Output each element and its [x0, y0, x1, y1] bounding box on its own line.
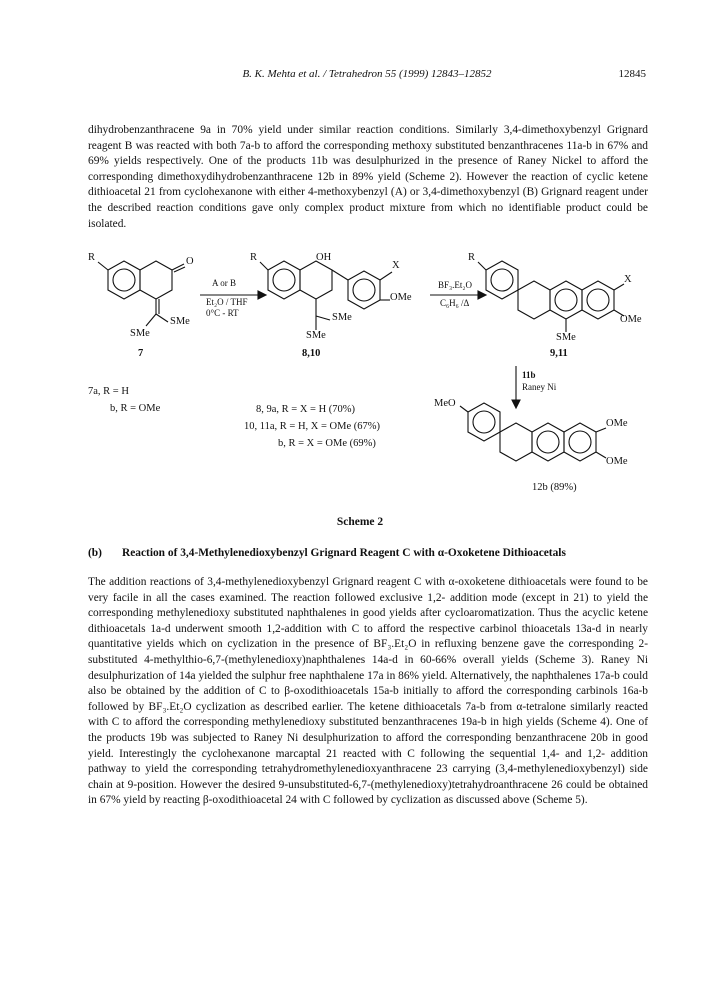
- label-r-9: R: [468, 252, 476, 263]
- label-sme-7b: SMe: [130, 328, 150, 339]
- compound-12b-structure: [460, 403, 606, 461]
- running-title: B. K. Mehta et al. / Tetrahedron 55 (1999) 12843–12852: [242, 68, 492, 80]
- definition-7a: 7a, R = H: [88, 386, 129, 397]
- definition-10b: b, R = X = OMe (69%): [278, 438, 376, 449]
- page-number: 12845: [618, 68, 646, 80]
- section-tag: (b): [88, 547, 102, 559]
- reagent-2-top: BF₃.Et₂O: [438, 280, 473, 290]
- section-heading: [88, 547, 566, 559]
- label-x-8: X: [392, 260, 400, 271]
- reagent-1-mid: Et₂O / THF: [206, 297, 248, 307]
- label-ome-8: OMe: [390, 292, 412, 303]
- label-ome-9: OMe: [620, 314, 642, 325]
- label-compound-7: 7: [138, 348, 144, 359]
- label-compound-9-11: 9,11: [550, 348, 568, 359]
- running-header: [88, 68, 646, 84]
- label-x-9: X: [624, 274, 632, 285]
- label-ome-12b-a: OMe: [606, 418, 628, 429]
- label-sme-8a: SMe: [332, 312, 352, 323]
- definition-8: 8, 9a, R = X = H (70%): [256, 404, 356, 415]
- label-meo-12b: MeO: [434, 398, 456, 409]
- reagent-3-top: 11b: [522, 370, 536, 380]
- label-ome-12b-b: OMe: [606, 456, 628, 467]
- label-r-7: R: [88, 252, 96, 263]
- label-sme-8b: SMe: [306, 330, 326, 341]
- label-oh-8: OH: [316, 252, 332, 263]
- section-title: Reaction of 3,4-Methylenedioxybenzyl Grignard Reagent C with α-Oxoketene Dithioacetals: [122, 547, 566, 559]
- scheme-structures: [88, 250, 648, 512]
- scheme-caption: Scheme 2: [336, 516, 384, 528]
- label-sme-9: SMe: [556, 332, 576, 343]
- compound-8-10-structure: [260, 261, 392, 330]
- label-r-8: R: [250, 252, 258, 263]
- paragraph-section-b: The addition reactions of 3,4-methylenedioxybenzyl Grignard reagent C with α-oxoketene dithioacetals were found to be very facile in all the cases examined. The reaction followed exclusive 1,2- addition mode (except in 21) to yield the corresponding methylenedioxy substituted naphthalenes in good yields after cycloaromatization. Thus the acyclic ketene dithioacetals 1a-d underwent smooth 1,2-addition with C to afford the respective carbinol thioacetals 13a-d in nearly quantitative yields which on cyclization in the presence of BF₃.Et₂O in refluxing benzene gave the corresponding 2-substituted 4-methylthio-6,7-(methylenedioxy)naphthalenes 14a-d in 60-66% overall yields (Scheme 3). Raney Ni desulphurization of 14a yielded the sulphur free naphthalene 17a in 86% yield. Alternatively, the naphthalenes 17a-b could also be obtained by the addition of C to β-oxodithioacetals 15a-b initially to afford the corresponding carbinols 16a-b followed by BF₃.Et₂O cyclization as described earlier. The ketene dithioacetals 7a-b from α-tetralone similarly reacted with C to afford the corresponding methylenedioxy substituted benzanthracenes 19a-b in high yields (Scheme 4). One of the products 19b was subjected to Raney Ni desulphurization to afford the corresponding benzanthracene 20b in good yield. Interestingly the cyclohexanone marcaptal 21 reacted with C following the sequential 1,4- and 1,2- addition pathway to yield the corresponding tetrahydromethylenedioxyanthracene 23 carrying (3,4-methylenedioxybenzyl) side chain at 9-position. However the desired 9-unsubstituted-6,7-(methylenedioxy)tetrahydroanthracene 26 could be obtained in 67% yield by reacting β-oxodithioacetal 24 with C followed by cyclization as discussed above (Scheme 5).: [88, 576, 648, 807]
- reagent-2-bottom: C₆H₆ /Δ: [440, 298, 470, 308]
- reagent-1-top: A or B: [212, 278, 237, 288]
- reagent-1-bottom: 0°C - RT: [206, 308, 239, 318]
- label-compound-8-10: 8,10: [302, 348, 321, 359]
- label-compound-12b: 12b (89%): [532, 482, 577, 493]
- label-sme-7a: SMe: [170, 316, 190, 327]
- reaction-scheme: [88, 250, 648, 512]
- label-o-7: O: [186, 256, 194, 267]
- arrow-3: [512, 366, 520, 408]
- compound-9-11-structure: [478, 261, 624, 332]
- reagent-3-bottom: Raney Ni: [522, 382, 557, 392]
- definition-7b: b, R = OMe: [110, 403, 161, 414]
- paragraph-intro: dihydrobenzanthracene 9a in 70% yield under similar reaction conditions. Similarly 3,4-dimethoxybenzyl Grignard reagent B was reacted with both 7a-b to afford the corresponding methoxy substituted benzanthracenes 11a-b in 67% and 69% yields respectively. One of the products 11b was desulphurized in the presence of Raney Nickel to afford the corresponding dimethoxydihydrobenzanthracene 12b in 89% yield (Scheme 2). However the reaction of cyclic ketene dithioacetal 21 from cyclohexanone with either 4-methoxybenzyl (A) or 3,4-dimethoxybenzyl (B) Grignard reagent under the described reaction conditions gave only complex product mixture from which no identifiable product could be isolated.: [88, 124, 648, 230]
- definition-10: 10, 11a, R = H, X = OMe (67%): [244, 421, 380, 432]
